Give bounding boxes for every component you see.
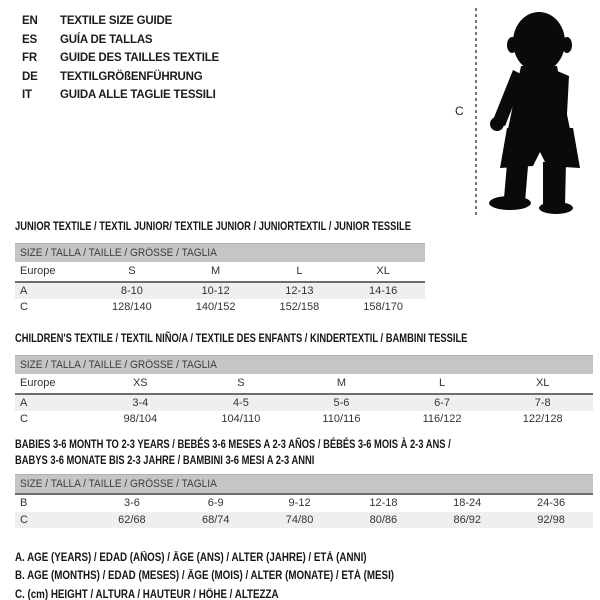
language-code: DE [22, 70, 38, 83]
size-cell: 98/104 [123, 413, 158, 425]
language-code: EN [22, 15, 38, 27]
size-cell: 110/116 [322, 413, 361, 425]
footnote-b: B. AGE (MONTHS) / EDAD (MESES) / ÂGE (MOIS) / ALTER (MONATE) / ETÀ (MESI) [15, 570, 395, 582]
size-cell: 86/92 [425, 512, 509, 528]
size-cell: 74/80 [258, 512, 342, 528]
row-label: A [15, 282, 90, 299]
size-cell: 6-9 [207, 497, 224, 509]
size-cell: L [258, 262, 342, 282]
babies-size-table [15, 474, 593, 528]
size-cell: 140/152 [195, 301, 236, 313]
table-row [15, 411, 593, 428]
size-cell: M [174, 262, 258, 282]
section-childrens-textile [15, 330, 600, 428]
size-cell: 62/68 [90, 512, 174, 528]
table-row [15, 512, 593, 528]
size-header-bar: SIZE / TALLA / TAILLE / GRÖSSE / TAGLIA [15, 355, 593, 374]
size-cell: 10-12 [174, 282, 258, 299]
babies-title-line1: BABIES 3-6 MONTH TO 2-3 YEARS / BEBÉS 3-6 MESES A 2-3 AÑOS / BÉBÉS 3-6 MOIS À 2-3 ANS / [15, 436, 451, 451]
size-cell: M [291, 374, 392, 394]
size-cell: XS [90, 374, 191, 394]
junior-table-title: JUNIOR TEXTILE / TEXTIL JUNIOR/ TEXTILE JUNIOR / JUNIORTEXTIL / JUNIOR TESSILE [15, 218, 411, 233]
size-cell: 8-10 [90, 282, 174, 299]
size-cell: 9-12 [288, 497, 311, 509]
row-label: Europe [15, 262, 90, 282]
height-measure-figure [455, 8, 600, 218]
size-cell: 12-18 [369, 497, 398, 509]
size-cell: 122/128 [522, 413, 563, 425]
children-table-title: CHILDREN'S TEXTILE / TEXTIL NIÑO/A / TEXTILE DES ENFANTS / KINDERTEXTIL / BAMBINI TESSILE [15, 330, 468, 345]
size-cell: S [90, 262, 174, 282]
size-cell: S [191, 374, 292, 394]
table-row [15, 262, 425, 282]
language-code: FR [22, 52, 37, 64]
language-title: TEXTILGRÖßENFÜHRUNG [60, 70, 203, 83]
children-size-table [15, 355, 593, 428]
size-cell: 4-5 [191, 394, 292, 411]
section-babies-textile [15, 436, 600, 528]
size-cell: 3-6 [123, 497, 140, 509]
row-label: C [20, 301, 28, 313]
row-label: A [15, 394, 90, 411]
language-title: GUÍA DE TALLAS [60, 33, 153, 46]
section-junior-textile [15, 218, 600, 316]
size-cell: 18-24 [453, 497, 482, 509]
size-cell: 92/98 [509, 512, 593, 528]
size-cell: XL [341, 262, 425, 282]
measure-c-label: C [455, 104, 464, 118]
size-cell: 12-13 [258, 282, 342, 299]
footnote-a: A. AGE (YEARS) / EDAD (AÑOS) / ÂGE (ANS) / ALTER (JAHRE) / ETÀ (ANNI) [15, 551, 367, 564]
size-cell: L [392, 374, 493, 394]
baby-silhouette-icon [485, 8, 597, 216]
size-cell: 6-7 [392, 394, 493, 411]
size-cell: 80/86 [341, 512, 425, 528]
language-code: ES [22, 33, 37, 46]
row-label: C [15, 512, 90, 528]
size-header-bar: SIZE / TALLA / TAILLE / GRÖSSE / TAGLIA [15, 474, 593, 494]
size-cell: 128/140 [111, 301, 152, 313]
size-cell: 7-8 [492, 394, 593, 411]
junior-size-table [15, 243, 425, 316]
size-cell: 5-6 [291, 394, 392, 411]
table-row [15, 299, 425, 316]
size-cell: XL [492, 374, 593, 394]
language-title: TEXTILE SIZE GUIDE [60, 15, 173, 27]
row-label: Europe [15, 374, 90, 394]
size-cell: 116/122 [422, 413, 462, 425]
table-row [15, 282, 425, 299]
babies-table-title [15, 436, 600, 468]
size-cell: 68/74 [174, 512, 258, 528]
dashed-measure-line [475, 8, 477, 216]
row-label: B [20, 497, 28, 509]
size-cell: 3-4 [90, 394, 191, 411]
footnote-legend [15, 549, 600, 600]
table-row [15, 394, 593, 411]
size-cell: 104/110 [221, 413, 261, 425]
size-cell: 152/158 [279, 301, 320, 313]
size-header-bar: SIZE / TALLA / TAILLE / GRÖSSE / TAGLIA [15, 243, 425, 262]
table-row [15, 494, 593, 512]
footnote-c: C. (cm) HEIGHT / ALTURA / HAUTEUR / HÖHE / ALTEZZA [15, 588, 279, 600]
table-row [15, 374, 593, 394]
size-cell: 24-36 [537, 497, 566, 509]
size-cell: 14-16 [341, 282, 425, 299]
language-title: GUIDE DES TAILLES TEXTILE [60, 52, 219, 64]
row-label: C [20, 413, 28, 425]
language-title: GUIDA ALLE TAGLIE TESSILI [60, 89, 216, 101]
language-code: IT [22, 89, 32, 101]
babies-title-line2: BABYS 3-6 MONATE BIS 2-3 JAHRE / BAMBINI 3-6 MESI A 2-3 ANNI [15, 452, 315, 467]
size-cell: 158/170 [363, 301, 403, 313]
